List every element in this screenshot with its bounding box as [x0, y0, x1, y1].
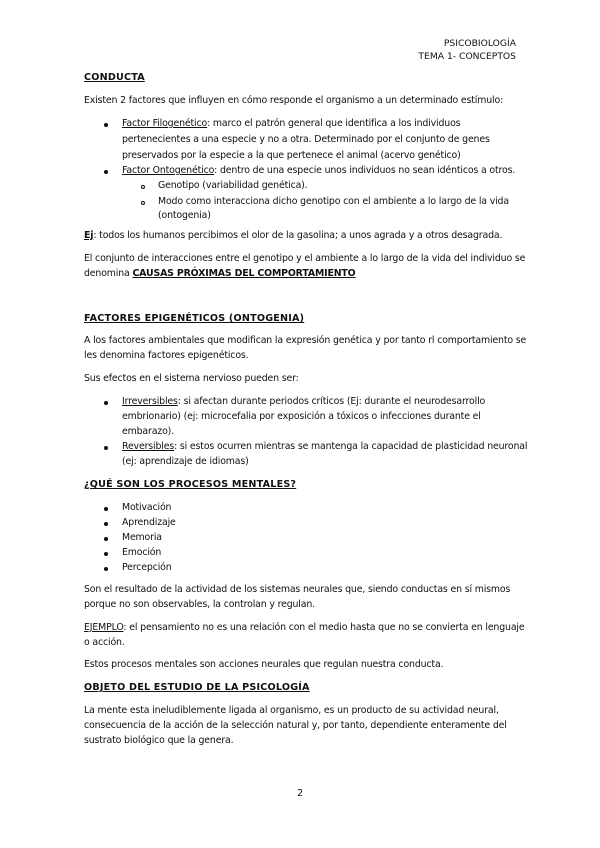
header-subject: PSICOBIOLOGÍA [443, 38, 516, 49]
list-item-line: embrionario) (ej: microcefalia por exposición a tóxicos o infecciones durante el [122, 411, 481, 422]
paragraph-line [84, 266, 355, 282]
list-item-line: pertenecientes a una especie y no a otra. Determinado por el conjunto de genes [122, 134, 490, 145]
list-item: Memoria [122, 532, 162, 543]
list-item-reversibles [122, 439, 527, 455]
list-item-irreversibles [122, 394, 485, 410]
text: : dentro de una especie unos individuos no sean idénticos a otros. [214, 165, 516, 176]
list-item: Emoción [122, 547, 162, 558]
sub-item-genotipo: Genotipo (variabilidad genética). [158, 180, 308, 191]
list-item: Percepción [122, 562, 172, 573]
bullet-icon [104, 507, 108, 511]
bullet-icon [104, 552, 108, 556]
example-line [84, 228, 502, 244]
sub-item-line: (ontogenia) [158, 210, 211, 221]
bullet-icon [104, 123, 108, 127]
term-filogenetico: Factor Filogenético [122, 118, 208, 129]
paragraph-line: sustrato biológico que la genera. [84, 735, 234, 746]
section-title-epigeneticos: FACTORES EPIGENÉTICOS (ONTOGENIA) [84, 313, 305, 324]
bullet-icon [104, 401, 108, 405]
list-item-line: (ej: aprendizaje de idiomas) [122, 456, 249, 467]
bullet-icon [104, 446, 108, 450]
page-number: 2 [297, 788, 303, 799]
paragraph-line: Estos procesos mentales son acciones neurales que regulan nuestra conducta. [84, 659, 444, 670]
bullet-icon [104, 170, 108, 174]
sub-bullet-icon [141, 185, 145, 189]
paragraph-line: La mente esta ineludiblemente ligada al organismo, es un producto de su actividad neural, [84, 705, 499, 716]
text: : todos los humanos percibimos el olor de la gasolina; a unos agrada y a otros desagrada. [93, 230, 503, 241]
term-irreversibles: Irreversibles [122, 396, 178, 407]
list-item: Motivación [122, 502, 172, 513]
sub-item-modo: Modo como interacciona dicho genotipo con el ambiente a lo largo de la vida [158, 196, 509, 207]
text: : marco el patrón general que identifica a los individuos [207, 118, 461, 129]
text: denomina [84, 268, 133, 279]
ejemplo-label: EJEMPLO [84, 622, 124, 633]
term-ontogenetico: Factor Ontogenético [122, 165, 215, 176]
list-item: Aprendizaje [122, 517, 176, 528]
paragraph-line: Sus efectos en el sistema nervioso pueden ser: [84, 373, 299, 384]
list-item-line: embarazo). [122, 426, 174, 437]
paragraph-line: El conjunto de interacciones entre el genotipo y el ambiente a lo largo de la vida del individuo se [84, 253, 526, 264]
causas-proximas: CAUSAS PRÓXIMAS DEL COMPORTAMIENTO [132, 268, 356, 279]
paragraph-line: porque no son observables, la controlan y regulan. [84, 599, 315, 610]
section-title-conducta: CONDUCTA [84, 72, 145, 83]
header-topic: TEMA 1- CONCEPTOS [418, 51, 516, 62]
term-reversibles: Reversibles [122, 441, 175, 452]
section-title-procesos: ¿QUÉ SON LOS PROCESOS MENTALES? [84, 479, 297, 490]
bullet-icon [104, 522, 108, 526]
text: : el pensamiento no es una relación con el medio hasta que no se convierta en lenguaje [123, 622, 525, 633]
conducta-intro: Existen 2 factores que influyen en cómo responde el organismo a un determinado estímulo: [84, 95, 504, 106]
paragraph-line: les denomina factores epigenéticos. [84, 350, 249, 361]
text: : si afectan durante periodos críticos (Ej: durante el neurodesarrollo [177, 396, 486, 407]
list-item-line: preservados por la especie a la que pertenece el animal (acervo genético) [122, 150, 461, 161]
paragraph-line: consecuencia de la acción de la selección natural y, por tanto, dependiente enteramente del [84, 720, 507, 731]
text: : si estos ocurren mientras se mantenga la capacidad de plasticidad neuronal [174, 441, 528, 452]
list-item-filogenetico [122, 116, 460, 132]
ej-label: Ej [84, 230, 94, 241]
list-item-ontogenetico [122, 163, 515, 179]
paragraph-line: o acción. [84, 637, 125, 648]
example-line [84, 620, 524, 636]
section-title-objeto: OBJETO DEL ESTUDIO DE LA PSICOLOGÍA [84, 682, 310, 693]
bullet-icon [104, 567, 108, 571]
bullet-icon [104, 537, 108, 541]
paragraph-line: A los factores ambientales que modifican la expresión genética y por tanto rl comportamiento se [84, 335, 527, 346]
sub-bullet-icon [141, 201, 145, 205]
paragraph-line: Son el resultado de la actividad de los sistemas neurales que, siendo conductas en sí mismos [84, 584, 511, 595]
